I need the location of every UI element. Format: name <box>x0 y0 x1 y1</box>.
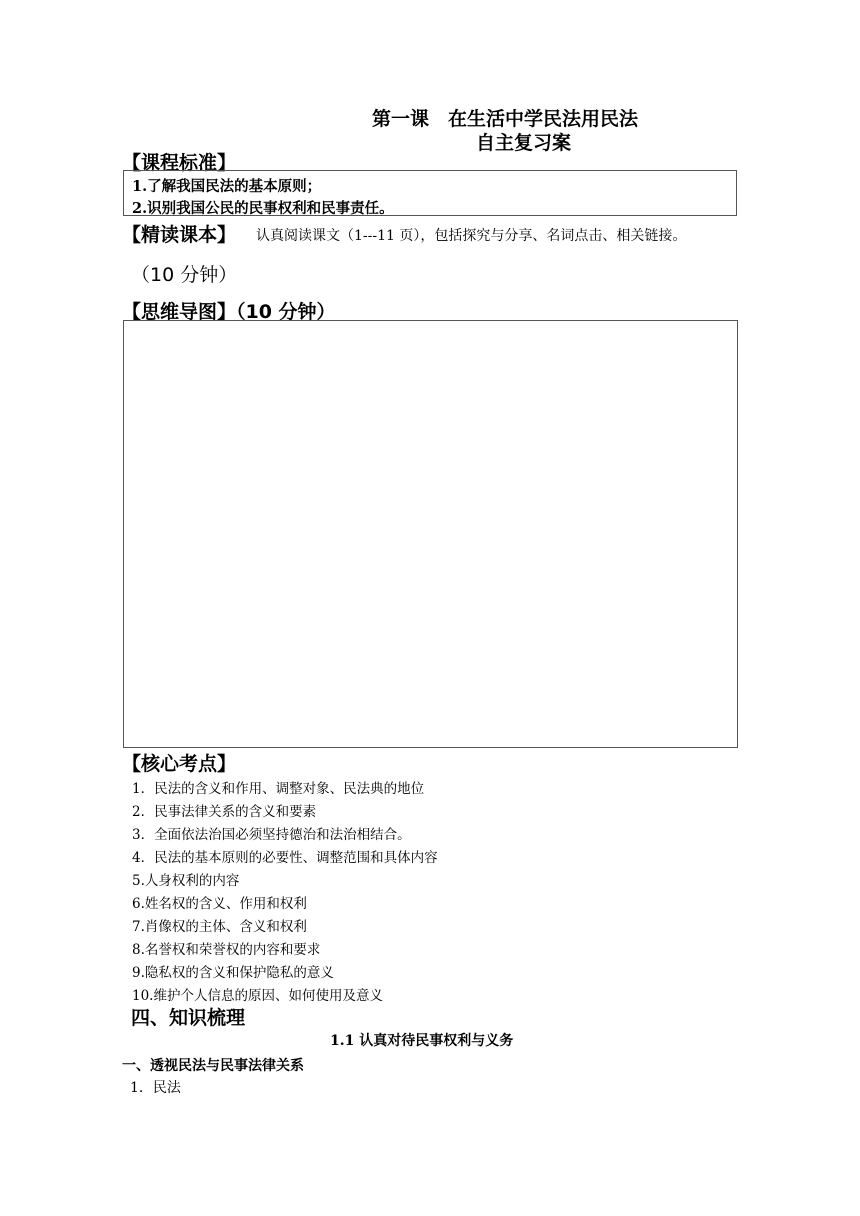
key-point-item: 8.名誉权和荣誉权的内容和要求 <box>132 942 321 958</box>
mindmap-box[interactable] <box>123 320 738 748</box>
key-point-item: 1．民法的含义和作用、调整对象、民法典的地位 <box>132 781 425 797</box>
section-title: 1.1 认真对待民事权利与义务 <box>330 1033 514 1049</box>
key-point-item: 9.隐私权的含义和保护隐私的意义 <box>132 965 334 981</box>
reading-instruction: 认真阅读课文（1---11 页），包括探究与分享、名词点击、相关链接。 <box>256 228 687 244</box>
key-points-heading: 【核心考点】 <box>122 753 237 775</box>
sub-heading: 一、透视民法与民事法律关系 <box>122 1058 304 1074</box>
key-point-item: 5.人身权利的内容 <box>132 873 240 889</box>
knowledge-heading: 四、知识梳理 <box>131 1007 246 1029</box>
lesson-title: 第一课 在生活中学民法用民法 <box>372 108 639 130</box>
reading-time: （10 分钟） <box>131 264 238 286</box>
mindmap-heading: 【思维导图】（10 分钟） <box>122 301 336 323</box>
reading-heading: 【精读课本】 <box>122 224 237 246</box>
key-point-item: 7.肖像权的主体、含义和权利 <box>132 919 307 935</box>
lesson-subtitle: 自主复习案 <box>476 132 572 154</box>
key-point-item: 6.姓名权的含义、作用和权利 <box>132 896 307 912</box>
key-point-item: 10.维护个人信息的原因、如何使用及意义 <box>132 988 383 1004</box>
standards-heading: 【课程标准】 <box>122 152 237 174</box>
first-point: 1．民法 <box>130 1080 181 1096</box>
standard-item-1: 1.了解我国民法的基本原则； <box>132 178 322 195</box>
key-point-item: 3．全面依法治国必须坚持德治和法治相结合。 <box>132 827 411 843</box>
key-point-item: 4．民法的基本原则的必要性、调整范围和具体内容 <box>132 850 438 866</box>
key-point-item: 2．民事法律关系的含义和要素 <box>132 804 317 820</box>
standard-item-2: 2.识别我国公民的民事权利和民事责任。 <box>132 200 394 217</box>
standards-box <box>123 170 737 216</box>
